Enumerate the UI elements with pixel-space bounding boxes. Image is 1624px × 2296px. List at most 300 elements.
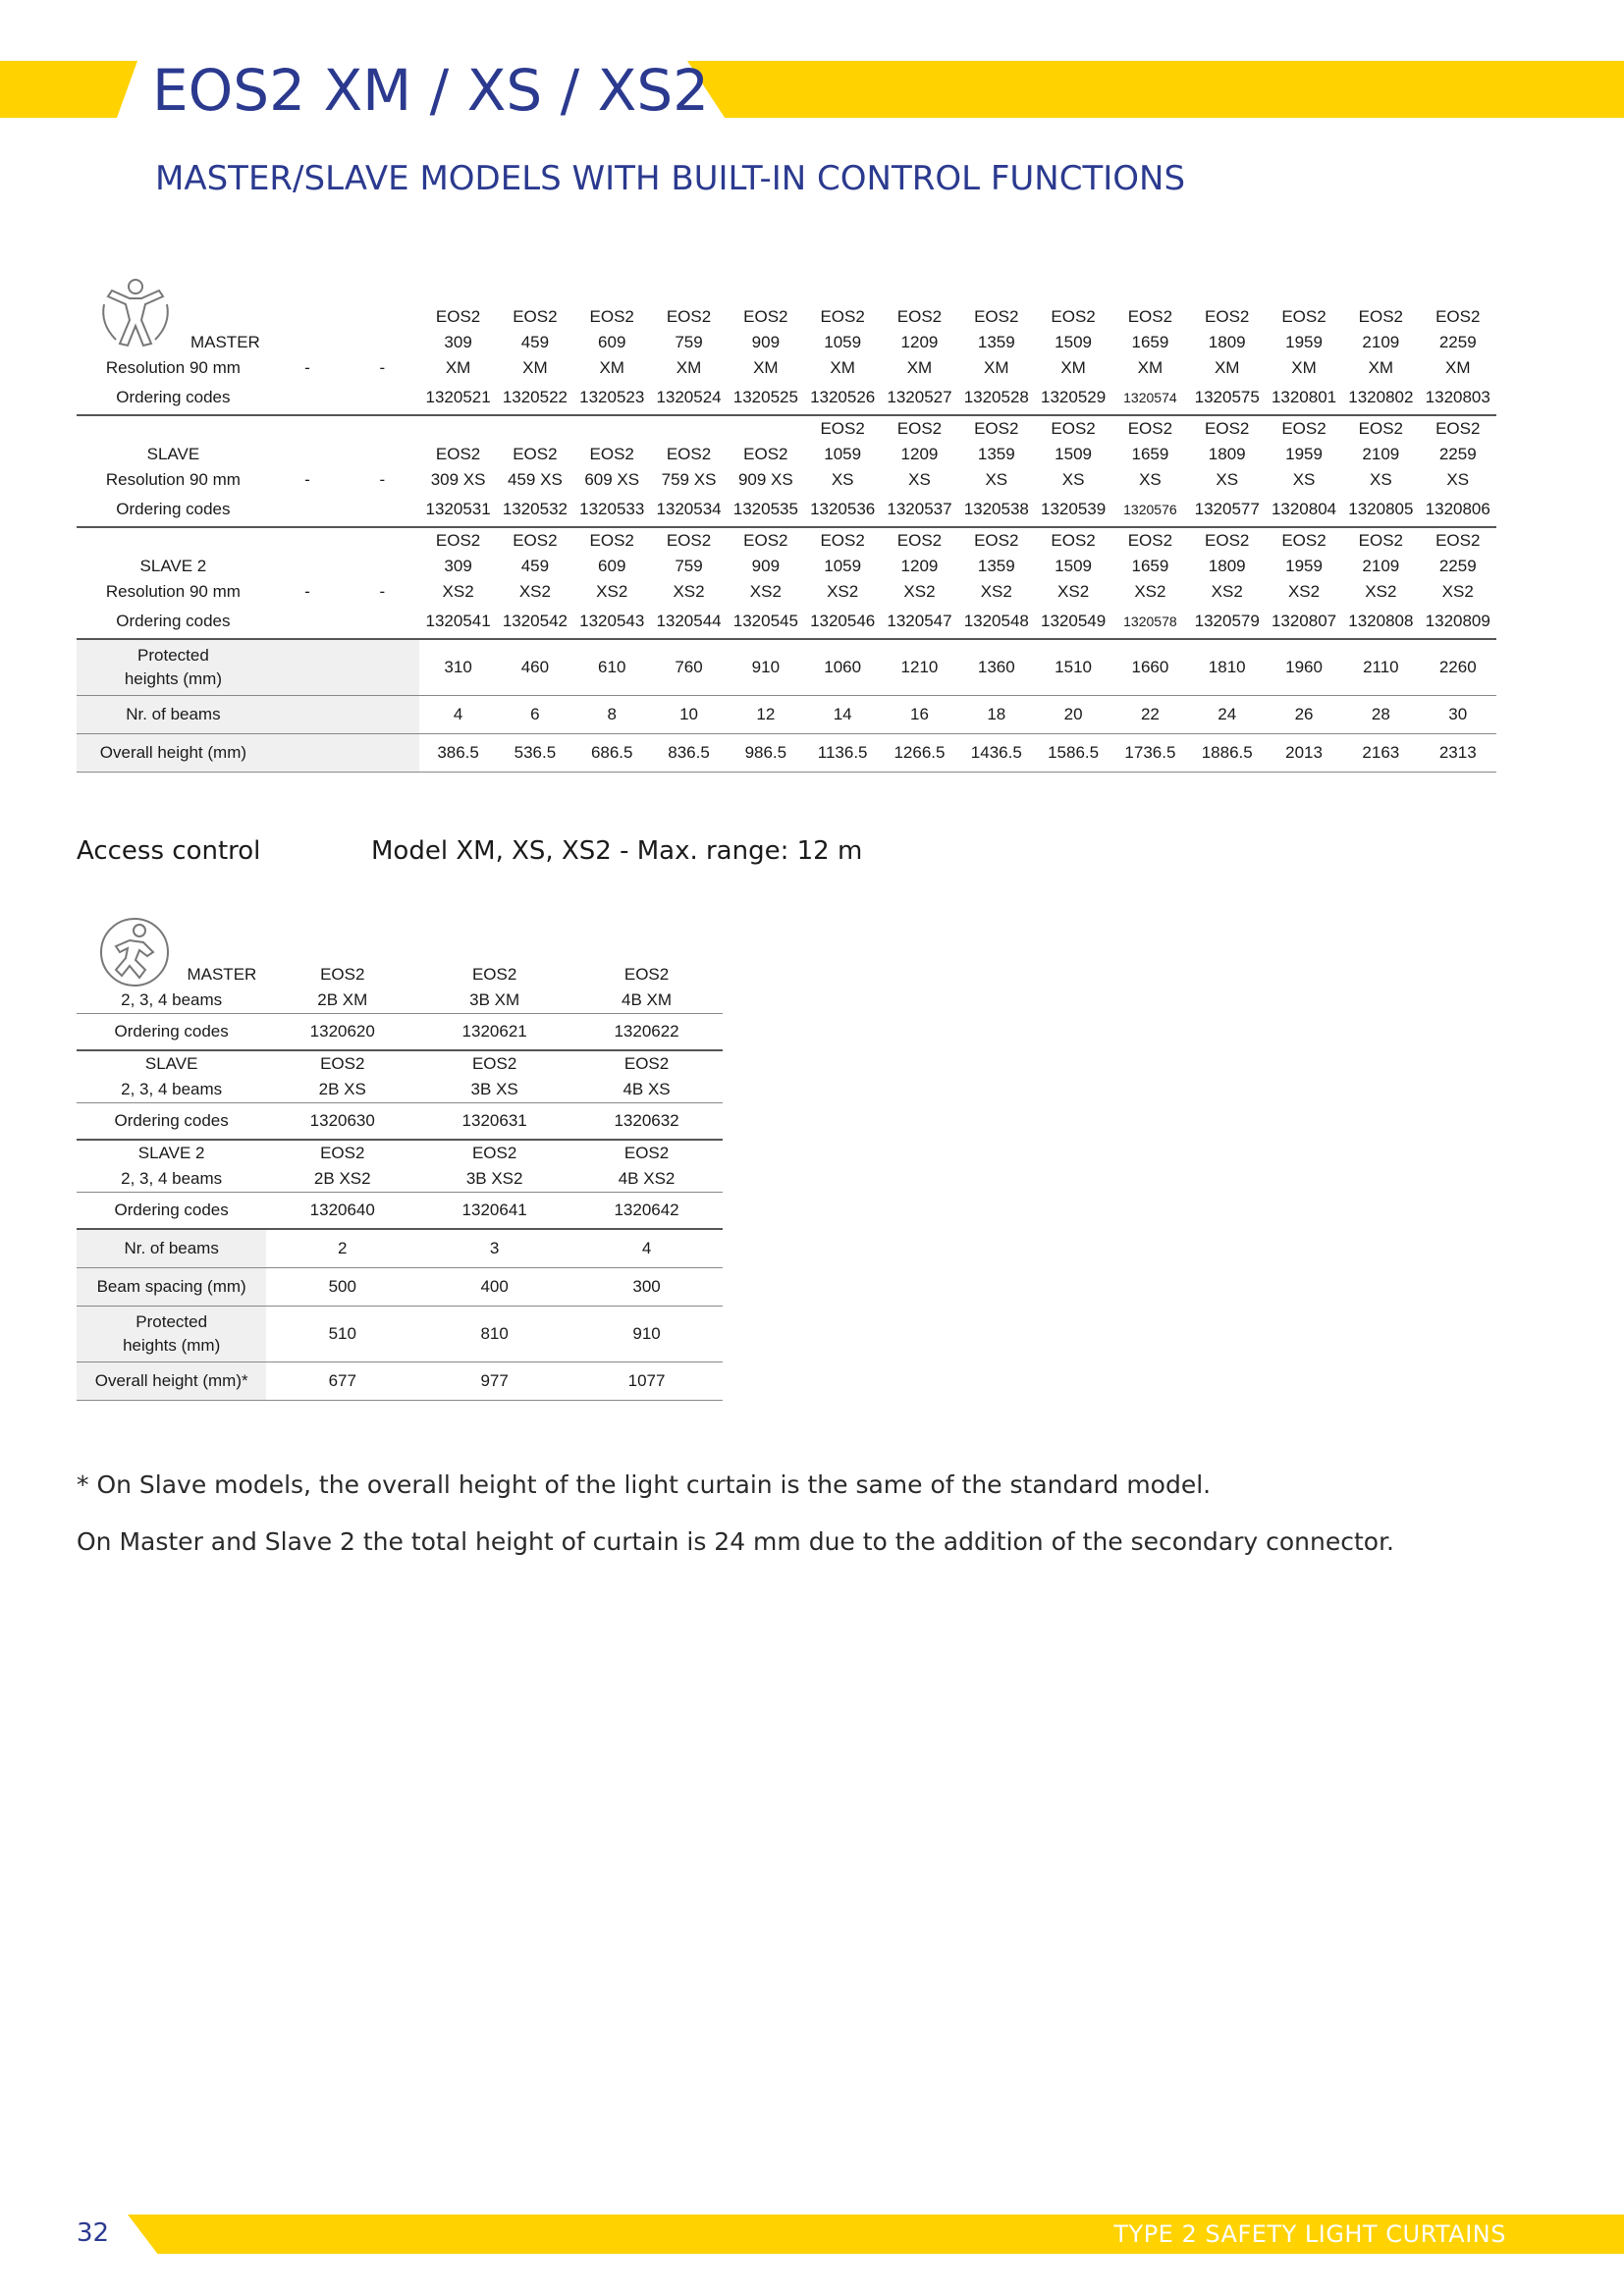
ordering-code-cell: 1320543 xyxy=(573,605,650,639)
model-name-cell: EOS2 xyxy=(435,445,481,463)
model-name-cell: XS xyxy=(1139,470,1162,489)
model-name-cell: 1359 xyxy=(977,445,1015,463)
protected-height-cell: 2110 xyxy=(1342,639,1419,696)
slave-row-label xyxy=(77,415,270,442)
protected-height-cell: 2260 xyxy=(1420,639,1497,696)
footer-section-title: TYPE 2 SAFETY LIGHT CURTAINS xyxy=(1113,2220,1506,2248)
model-name-cell: 1809 xyxy=(1208,333,1246,351)
dash-cell: - xyxy=(379,358,386,377)
model-name-cell: 1959 xyxy=(1285,445,1323,463)
protected-height-cell: 610 xyxy=(573,639,650,696)
model-name-cell xyxy=(728,415,804,442)
model-name-cell: 1209 xyxy=(900,557,939,575)
model-name-cell: 1509 xyxy=(1055,445,1092,463)
slave2-model-row xyxy=(77,527,1496,554)
slave-model-row xyxy=(77,467,1496,493)
ordering-code-cell: 1320535 xyxy=(728,493,804,527)
protected-height-cell: 910 xyxy=(570,1307,723,1362)
model-name-cell: XM xyxy=(522,358,548,377)
model-name-cell: 1059 xyxy=(824,445,862,463)
model-name-cell: EOS2 xyxy=(896,419,943,438)
model-name-cell: 4B XM xyxy=(570,988,723,1014)
slave-model-row xyxy=(77,1050,723,1077)
model-name-cell: 2B XS2 xyxy=(266,1166,418,1193)
spacer-cell xyxy=(270,493,345,527)
model-name-cell: XM xyxy=(906,358,933,377)
master-row-label: MASTER xyxy=(189,333,260,351)
model-name-cell: 2109 xyxy=(1362,333,1400,351)
model-name-cell: XS xyxy=(1446,470,1470,489)
model-name-cell: 1659 xyxy=(1131,445,1169,463)
master-model-row xyxy=(77,304,1496,330)
model-name-cell: 1209 xyxy=(900,333,939,351)
beam-spacing-row xyxy=(77,1268,723,1307)
dash-cell xyxy=(270,304,345,330)
model-name-cell: EOS2 xyxy=(1127,531,1173,550)
protected-height-cell: 1210 xyxy=(881,639,957,696)
dash-cell xyxy=(270,330,345,355)
model-name-cell: 3B XS xyxy=(418,1077,570,1103)
overall-height-row-cell: 386.5 xyxy=(419,734,496,773)
beams-row xyxy=(77,696,1496,734)
model-name-cell: XS2 xyxy=(596,582,628,601)
model-name-cell: EOS2 xyxy=(743,445,788,463)
model-name-cell: XS xyxy=(908,470,931,489)
ordering-code-cell: 1320578 xyxy=(1111,605,1188,639)
overall-height-row xyxy=(77,1362,723,1401)
ordering-code-cell: 1320576 xyxy=(1111,493,1188,527)
model-name-cell: EOS2 xyxy=(743,531,788,550)
model-name-cell: XM xyxy=(984,358,1009,377)
protected-height-cell: 1510 xyxy=(1035,639,1111,696)
model-name-cell: XM xyxy=(830,358,855,377)
model-name-cell: 1059 xyxy=(824,333,862,351)
model-name-cell: 1809 xyxy=(1208,557,1246,575)
model-name-cell: EOS2 xyxy=(666,445,712,463)
overall-height-row-cell: 1136.5 xyxy=(804,734,881,773)
model-name-cell: 459 xyxy=(520,333,550,351)
ordering-code-cell: 1320523 xyxy=(573,381,650,415)
model-name-cell: XS2 xyxy=(749,582,782,601)
ordering-code-cell: 1320538 xyxy=(958,493,1035,527)
model-name-cell: 1509 xyxy=(1055,557,1092,575)
ordering-code-cell: 1320802 xyxy=(1342,381,1419,415)
ordering-codes-label: Ordering codes xyxy=(77,1103,266,1141)
beams-row-cell: 14 xyxy=(804,696,881,734)
overall-height-row-cell: 1886.5 xyxy=(1189,734,1266,773)
model-name-cell: EOS2 xyxy=(320,1054,365,1073)
slave-row-label: SLAVE xyxy=(144,1054,198,1073)
model-name-cell: 909 xyxy=(751,333,781,351)
ordering-code-cell: 1320534 xyxy=(650,493,727,527)
model-name-cell: EOS2 xyxy=(513,531,558,550)
footnote-master-height: On Master and Slave 2 the total height of curtain is 24 mm due to the addition of the secondary connector. xyxy=(77,1527,1395,1556)
ordering-codes-label: Ordering codes xyxy=(77,1193,266,1230)
model-name-cell: 1659 xyxy=(1131,333,1169,351)
beams-row-cell: 6 xyxy=(497,696,573,734)
overall-height-row-cell: 686.5 xyxy=(573,734,650,773)
ordering-code-cell: 1320804 xyxy=(1266,493,1342,527)
overall-height-row-cell: 1077 xyxy=(570,1362,723,1401)
beams-row-cell: 16 xyxy=(881,696,957,734)
protected-height-cell: 1810 xyxy=(1189,639,1266,696)
overall-height-row-cell: 1586.5 xyxy=(1035,734,1111,773)
spacer-cell xyxy=(345,696,419,734)
model-name-cell: XM xyxy=(1137,358,1164,377)
model-name-cell xyxy=(650,415,727,442)
access-control-table xyxy=(77,962,723,1401)
model-name-cell: XM xyxy=(1291,358,1317,377)
model-name-cell: EOS2 xyxy=(623,1144,670,1162)
beams-row-cell: 24 xyxy=(1189,696,1266,734)
model-name-cell: XS xyxy=(1216,470,1239,489)
model-name-cell: XS2 xyxy=(827,582,859,601)
ordering-code-cell: 1320527 xyxy=(881,381,957,415)
model-name-cell: 1659 xyxy=(1131,557,1169,575)
protected-height-cell: 1360 xyxy=(958,639,1035,696)
model-name-cell: EOS2 xyxy=(471,965,517,984)
beam-spacing-row-cell: 300 xyxy=(570,1268,723,1307)
protected-height-cell: 310 xyxy=(419,639,496,696)
model-name-cell: EOS2 xyxy=(1205,419,1250,438)
model-name-cell: 459 XS xyxy=(508,470,563,489)
protected-heights-row xyxy=(77,1307,723,1362)
model-name-cell: EOS2 xyxy=(1435,307,1481,326)
ordering-code-cell: 1320529 xyxy=(1035,381,1111,415)
master-row-label xyxy=(77,304,270,330)
slave-model-row xyxy=(77,1077,723,1103)
overall-height-row-label: Overall height (mm) xyxy=(77,734,270,773)
protected-height-cell: 1060 xyxy=(804,639,881,696)
model-name-cell: EOS2 xyxy=(589,531,634,550)
ordering-code-cell: 1320531 xyxy=(419,493,496,527)
model-name-cell: XS xyxy=(985,470,1008,489)
model-name-cell: EOS2 xyxy=(320,965,365,984)
ordering-code-cell: 1320803 xyxy=(1420,381,1497,415)
dash-cell xyxy=(345,330,419,355)
overall-height-row-cell: 536.5 xyxy=(497,734,573,773)
model-name-cell: EOS2 xyxy=(1281,531,1326,550)
beam-spacing-row-cell: 500 xyxy=(266,1268,418,1307)
model-name-cell: 4B XS2 xyxy=(570,1166,723,1193)
ordering-code-cell: 1320524 xyxy=(650,381,727,415)
beams-row-cell: 26 xyxy=(1266,696,1342,734)
overall-height-row-cell: 836.5 xyxy=(650,734,727,773)
model-name-cell: 909 XS xyxy=(737,470,793,489)
model-name-cell: EOS2 xyxy=(820,419,865,438)
dash-cell: - xyxy=(304,582,310,601)
access-control-text: Model XM, XS, XS2 - Max. range: 12 m xyxy=(371,836,863,866)
model-name-cell: EOS2 xyxy=(1205,531,1250,550)
model-name-cell: EOS2 xyxy=(589,445,634,463)
model-name-cell: 1359 xyxy=(977,557,1015,575)
model-name-cell: 2B XM xyxy=(266,988,418,1014)
dash-cell xyxy=(270,554,345,579)
model-name-cell: 2259 xyxy=(1438,333,1477,351)
beams-row-cell: 18 xyxy=(958,696,1035,734)
title-band-right-accent xyxy=(687,61,1624,118)
model-name-cell: XM xyxy=(1214,358,1240,377)
spacer-cell xyxy=(270,605,345,639)
model-name-cell: EOS2 xyxy=(1358,419,1404,438)
slave-row-label: Resolution 90 mm xyxy=(105,470,241,489)
model-name-cell: 2B XS xyxy=(266,1077,418,1103)
slave2-model-row xyxy=(77,554,1496,579)
model-name-cell xyxy=(573,415,650,442)
access-control-label: Access control xyxy=(77,836,261,866)
model-name-cell: 309 xyxy=(444,333,472,351)
dash-cell: - xyxy=(379,470,386,489)
model-name-cell: EOS2 xyxy=(896,531,943,550)
ordering-code-cell: 1320526 xyxy=(804,381,881,415)
model-name-cell: XS2 xyxy=(1287,582,1321,601)
protected-height-cell: 810 xyxy=(418,1307,570,1362)
slave2-model-row xyxy=(77,579,1496,605)
ordering-code-cell: 1320620 xyxy=(266,1014,418,1051)
protected-height-cell: 510 xyxy=(266,1307,418,1362)
dash-cell: - xyxy=(379,582,386,601)
master-model-row xyxy=(77,988,723,1014)
model-name-cell: 1059 xyxy=(824,557,862,575)
slave-ordering-codes-row xyxy=(77,493,1496,527)
slave-row-label: 2, 3, 4 beams xyxy=(77,1077,266,1103)
dash-cell xyxy=(345,527,419,554)
dash-cell xyxy=(345,442,419,467)
model-name-cell: EOS2 xyxy=(1435,419,1481,438)
model-name-cell: 609 xyxy=(598,557,626,575)
ordering-code-cell: 1320577 xyxy=(1189,493,1266,527)
ordering-codes-label: Ordering codes xyxy=(77,381,270,415)
beams-row-cell: 12 xyxy=(728,696,804,734)
overall-height-row xyxy=(77,734,1496,773)
model-name-cell: 909 xyxy=(751,557,781,575)
beams-row-cell: 20 xyxy=(1035,696,1111,734)
model-name-cell: EOS2 xyxy=(1435,531,1481,550)
model-name-cell: XM xyxy=(1445,358,1471,377)
slave2-row-label: Resolution 90 mm xyxy=(105,582,241,601)
overall-height-row-cell: 986.5 xyxy=(728,734,804,773)
model-name-cell xyxy=(419,415,496,442)
protected-label-line1: Protected xyxy=(137,646,209,665)
master-ordering-codes-row xyxy=(77,381,1496,415)
page-title: EOS2 XM / XS / XS2 xyxy=(152,57,710,124)
beams-row-cell: 4 xyxy=(570,1229,723,1268)
dash-cell xyxy=(345,304,419,330)
model-name-cell: 309 XS xyxy=(430,470,486,489)
overall-height-row-cell: 2313 xyxy=(1420,734,1497,773)
model-name-cell: XS2 xyxy=(1211,582,1243,601)
model-name-cell: XS2 xyxy=(980,582,1012,601)
beam-spacing-row-cell: 400 xyxy=(418,1268,570,1307)
ordering-code-cell: 1320622 xyxy=(570,1014,723,1051)
master-model-row xyxy=(77,962,723,988)
spacer-cell xyxy=(345,734,419,773)
model-name-cell: XS2 xyxy=(1441,582,1474,601)
model-name-cell: XM xyxy=(599,358,624,377)
beams-row-cell: 2 xyxy=(266,1229,418,1268)
protected-label-line1: Protected xyxy=(135,1312,208,1331)
model-name-cell: XS2 xyxy=(1057,582,1090,601)
model-name-cell: EOS2 xyxy=(513,445,558,463)
protected-label-line2: heights (mm) xyxy=(123,1336,221,1355)
master-model-row xyxy=(77,330,1496,355)
title-band-left-accent xyxy=(0,61,137,118)
model-name-cell: EOS2 xyxy=(320,1144,365,1162)
model-name-cell: 4B XS xyxy=(570,1077,723,1103)
slave-model-row xyxy=(77,415,1496,442)
model-name-cell: XM xyxy=(1368,358,1394,377)
page-subtitle: MASTER/SLAVE MODELS WITH BUILT-IN CONTROL FUNCTIONS xyxy=(155,159,1186,198)
protected-heights-label xyxy=(77,639,270,696)
model-name-cell: XS xyxy=(1370,470,1392,489)
model-name-cell: EOS2 xyxy=(471,1144,517,1162)
ordering-code-cell: 1320807 xyxy=(1266,605,1342,639)
slave2-model-row xyxy=(77,1166,723,1193)
slave2-ordering-codes-row xyxy=(77,1193,723,1230)
ordering-code-cell: 1320579 xyxy=(1189,605,1266,639)
model-name-cell: EOS2 xyxy=(513,307,558,326)
model-name-cell: EOS2 xyxy=(435,307,481,326)
model-name-cell: 1209 xyxy=(900,445,939,463)
model-name-cell: 3B XM xyxy=(418,988,570,1014)
protected-height-cell: 460 xyxy=(497,639,573,696)
model-name-cell: 2109 xyxy=(1362,445,1400,463)
slave-model-row xyxy=(77,442,1496,467)
model-name-cell: XM xyxy=(1060,358,1086,377)
master-slave-table xyxy=(77,304,1496,773)
ordering-code-cell: 1320537 xyxy=(881,493,957,527)
master-row-label: MASTER xyxy=(187,965,257,984)
slave2-row-label: SLAVE 2 xyxy=(139,557,207,575)
dash-cell xyxy=(270,415,345,442)
model-name-cell: EOS2 xyxy=(820,531,865,550)
overall-height-row-label: Overall height (mm)* xyxy=(77,1362,266,1401)
ordering-code-cell: 1320541 xyxy=(419,605,496,639)
ordering-codes-label: Ordering codes xyxy=(77,605,270,639)
model-name-cell: EOS2 xyxy=(1127,419,1173,438)
ordering-code-cell: 1320545 xyxy=(728,605,804,639)
slave-row-label: SLAVE xyxy=(146,445,200,463)
model-name-cell: XS2 xyxy=(442,582,474,601)
ordering-code-cell: 1320533 xyxy=(573,493,650,527)
ordering-codes-label: Ordering codes xyxy=(77,1014,266,1051)
model-name-cell: XS2 xyxy=(1365,582,1397,601)
spacer-cell xyxy=(270,639,345,696)
model-name-cell: 759 XS xyxy=(661,470,717,489)
ordering-code-cell: 1320528 xyxy=(958,381,1035,415)
model-name-cell: EOS2 xyxy=(471,1054,517,1073)
ordering-code-cell: 1320574 xyxy=(1111,381,1188,415)
model-name-cell: 1509 xyxy=(1055,333,1092,351)
dash-cell: - xyxy=(304,470,310,489)
ordering-code-cell: 1320548 xyxy=(958,605,1035,639)
model-name-cell: XS2 xyxy=(673,582,705,601)
beams-row-cell: 28 xyxy=(1342,696,1419,734)
overall-height-row-cell: 2163 xyxy=(1342,734,1419,773)
footnote-slave-height: * On Slave models, the overall height of the light curtain is the same of the standard model. xyxy=(77,1470,1212,1499)
spacer-cell xyxy=(270,696,345,734)
ordering-code-cell: 1320806 xyxy=(1420,493,1497,527)
slave-ordering-codes-row xyxy=(77,1103,723,1141)
model-name-cell: XS2 xyxy=(903,582,936,601)
ordering-code-cell: 1320801 xyxy=(1266,381,1342,415)
model-name-cell: 609 xyxy=(598,333,626,351)
model-name-cell: EOS2 xyxy=(1051,419,1096,438)
ordering-code-cell: 1320544 xyxy=(650,605,727,639)
spacer-cell xyxy=(270,734,345,773)
beams-row-label: Nr. of beams xyxy=(77,696,270,734)
model-name-cell: 609 XS xyxy=(584,470,640,489)
ordering-code-cell: 1320532 xyxy=(497,493,573,527)
ordering-code-cell: 1320575 xyxy=(1189,381,1266,415)
spacer-cell xyxy=(345,605,419,639)
ordering-code-cell: 1320521 xyxy=(419,381,496,415)
model-name-cell: 759 xyxy=(675,333,703,351)
model-name-cell: EOS2 xyxy=(1051,307,1096,326)
ordering-code-cell: 1320809 xyxy=(1420,605,1497,639)
protected-height-cell: 910 xyxy=(728,639,804,696)
model-name-cell: EOS2 xyxy=(743,307,788,326)
protected-heights-label xyxy=(77,1307,266,1362)
model-name-cell: XS2 xyxy=(518,582,551,601)
ordering-code-cell: 1320522 xyxy=(497,381,573,415)
spacer-cell xyxy=(270,381,345,415)
beam-spacing-row-label: Beam spacing (mm) xyxy=(77,1268,266,1307)
dash-cell xyxy=(345,554,419,579)
slave2-model-row xyxy=(77,1140,723,1166)
overall-height-row-cell: 677 xyxy=(266,1362,418,1401)
protected-height-cell: 1960 xyxy=(1266,639,1342,696)
model-name-cell: EOS2 xyxy=(1051,531,1096,550)
beams-row-cell: 30 xyxy=(1420,696,1497,734)
model-name-cell: EOS2 xyxy=(435,531,481,550)
protected-height-cell: 1660 xyxy=(1111,639,1188,696)
model-name-cell: EOS2 xyxy=(974,531,1019,550)
ordering-codes-label: Ordering codes xyxy=(77,493,270,527)
master-row-label: Resolution 90 mm xyxy=(105,358,241,377)
protected-height-cell: 760 xyxy=(650,639,727,696)
model-name-cell: XS xyxy=(1061,470,1085,489)
model-name-cell: 759 xyxy=(675,557,703,575)
slave2-row-label: 2, 3, 4 beams xyxy=(77,1166,266,1193)
model-name-cell: EOS2 xyxy=(1358,531,1404,550)
page-number: 32 xyxy=(77,2218,110,2248)
overall-height-row-cell: 2013 xyxy=(1266,734,1342,773)
spacer-cell xyxy=(345,381,419,415)
beams-row-cell: 4 xyxy=(419,696,496,734)
master-row-label: 2, 3, 4 beams xyxy=(77,988,266,1014)
model-name-cell: XM xyxy=(676,358,702,377)
model-name-cell: XM xyxy=(445,358,471,377)
ordering-code-cell: 1320640 xyxy=(266,1193,418,1230)
model-name-cell: 2109 xyxy=(1362,557,1400,575)
beams-row-label: Nr. of beams xyxy=(77,1229,266,1268)
model-name-cell: EOS2 xyxy=(623,1054,670,1073)
beams-row xyxy=(77,1229,723,1268)
overall-height-row-cell: 1436.5 xyxy=(958,734,1035,773)
model-name-cell: 1809 xyxy=(1208,445,1246,463)
ordering-code-cell: 1320546 xyxy=(804,605,881,639)
protected-label-line2: heights (mm) xyxy=(124,669,222,688)
ordering-code-cell: 1320642 xyxy=(570,1193,723,1230)
model-name-cell: EOS2 xyxy=(666,531,712,550)
ordering-code-cell: 1320641 xyxy=(418,1193,570,1230)
ordering-code-cell: 1320805 xyxy=(1342,493,1419,527)
ordering-code-cell: 1320630 xyxy=(266,1103,418,1141)
beams-row-cell: 8 xyxy=(573,696,650,734)
ordering-code-cell: 1320525 xyxy=(728,381,804,415)
model-name-cell: EOS2 xyxy=(1127,307,1173,326)
